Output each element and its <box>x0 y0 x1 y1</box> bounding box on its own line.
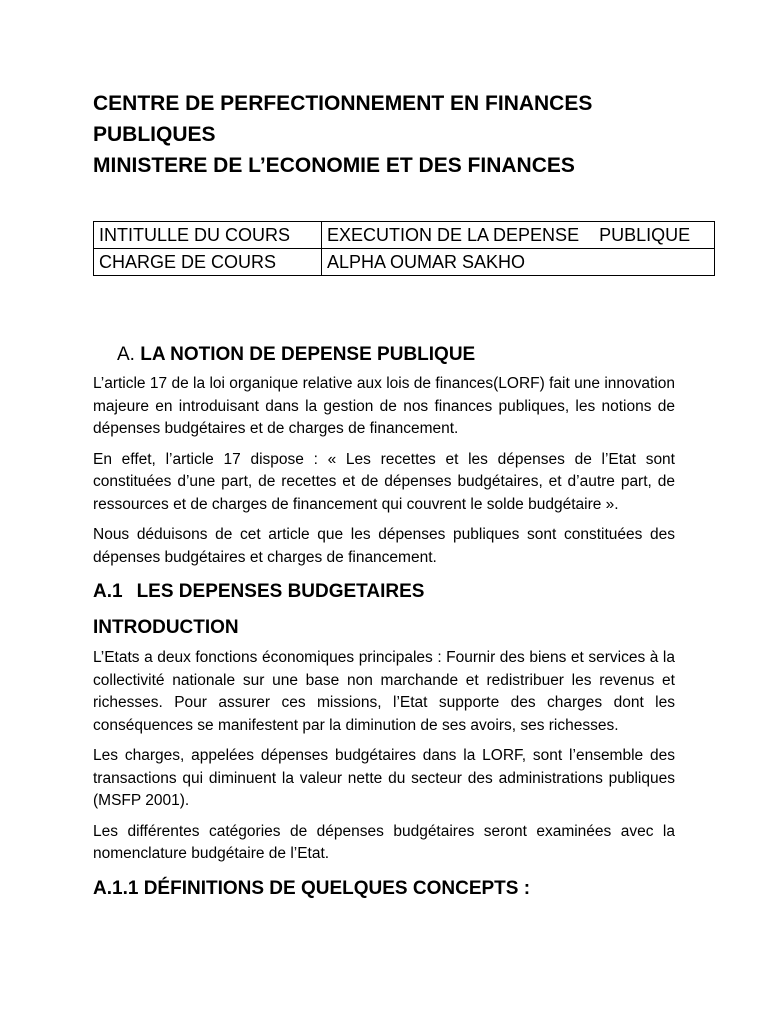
course-title-value: EXECUTION DE LA DEPENSE PUBLIQUE <box>322 222 715 249</box>
paragraph: Les charges, appelées dépenses budgétaires dans la LORF, sont l’ensemble des transactions qui diminuent la valeur nette du secteur des administrations publiques (MSFP 2001). <box>93 747 675 809</box>
table-row <box>94 222 715 249</box>
ministry-name: MINISTERE DE L’ECONOMIE ET DES FINANCES <box>93 154 575 177</box>
paragraph: Nous déduisons de cet article que les dépenses publiques sont constituées des dépenses budgétaires et charges de financement. <box>93 526 675 566</box>
institution-name-line-1: CENTRE DE PERFECTIONNEMENT EN FINANCES <box>93 92 593 115</box>
paragraph: Les différentes catégories de dépenses budgétaires seront examinées avec la nomenclature budgétaire de l’Etat. <box>93 822 675 862</box>
paragraph: L’article 17 de la loi organique relative aux lois de finances(LORF) fait une innovation majeure en introduisant dans la gestion de nos finances publiques, les notions de dépenses budgétaires et de charges de financement. <box>93 375 675 437</box>
section-a-number: A. <box>117 344 135 365</box>
institution-header <box>93 88 675 181</box>
course-title-label: INTITULLE DU COURS <box>94 222 322 249</box>
lecturer-value: ALPHA OUMAR SAKHO <box>322 249 715 276</box>
document-page <box>93 88 691 902</box>
section-a11-heading: A.1.1 DÉFINITIONS DE QUELQUES CONCEPTS : <box>93 877 531 899</box>
institution-name-line-2: PUBLIQUES <box>93 123 216 146</box>
section-a1-heading <box>93 579 675 605</box>
lecturer-label: CHARGE DE COURS <box>94 249 322 276</box>
section-a-heading <box>117 341 675 369</box>
paragraph: En effet, l’article 17 dispose : « Les recettes et les dépenses de l’Etat sont constituées d’une part, de recettes et de dépenses budgétaires, et d’autre part, de ressources et de charges de financement qui couvrent le solde budgétaire ». <box>93 450 675 513</box>
introduction-heading: INTRODUCTION <box>93 617 239 638</box>
course-info-table <box>93 221 715 276</box>
section-a1-title: LES DEPENSES BUDGETAIRES <box>136 581 425 602</box>
table-row <box>94 249 715 276</box>
section-a-title: LA NOTION DE DEPENSE PUBLIQUE <box>140 344 476 365</box>
paragraph: L’Etats a deux fonctions économiques principales : Fournir des biens et services à la collectivité nationale sur une base non marchande et redistribuer les revenus et richesses. Pour assurer ces missions, l’Etat supporte des charges dont les conséquences se manifestent par la diminution de ses avoirs, ses richesses. <box>93 649 675 734</box>
section-a1-number: A.1 <box>93 581 123 602</box>
